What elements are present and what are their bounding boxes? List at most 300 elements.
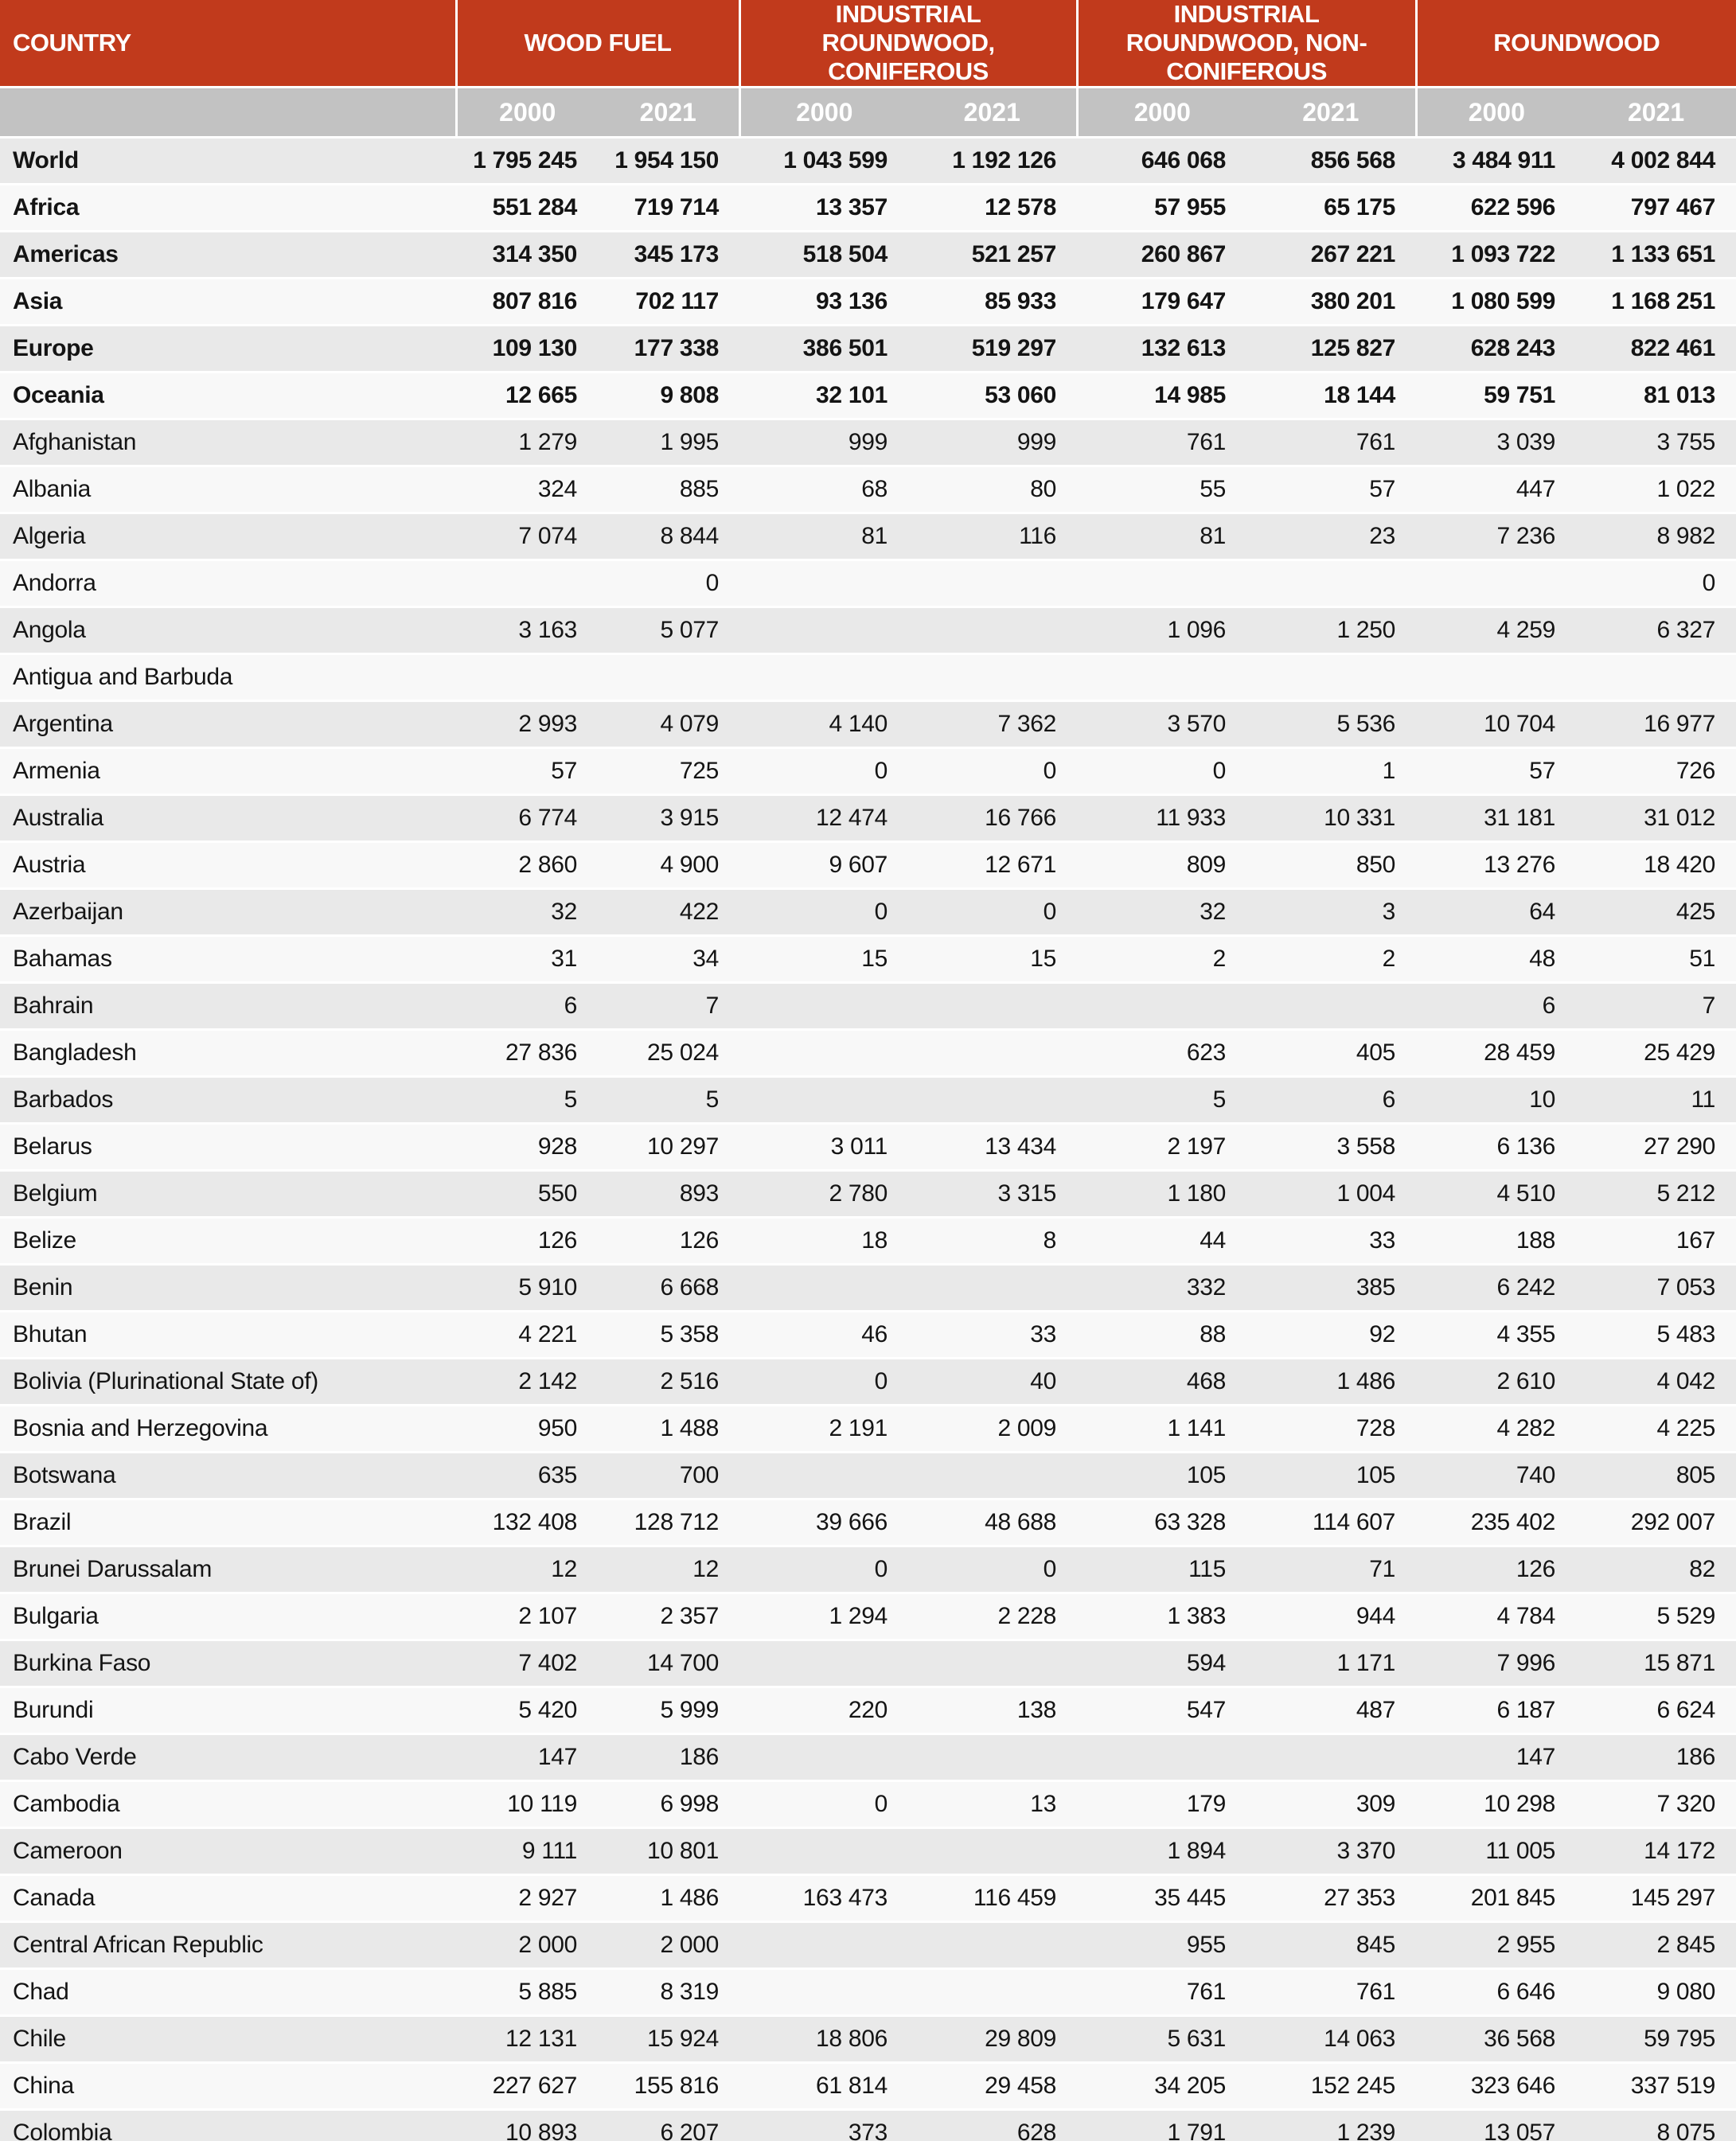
value-cell: 68	[739, 466, 908, 513]
country-cell: Bosnia and Herzegovina	[0, 1406, 456, 1453]
value-cell: 950	[456, 1406, 598, 1453]
value-cell: 1 180	[1077, 1171, 1246, 1218]
value-cell	[739, 1734, 908, 1781]
value-cell: 59 795	[1576, 2016, 1736, 2063]
table-row	[0, 326, 1736, 372]
value-cell: 34 205	[1077, 2063, 1246, 2110]
value-cell: 14 985	[1077, 372, 1246, 419]
value-cell: 57	[1246, 466, 1416, 513]
value-cell: 2 610	[1416, 1359, 1576, 1406]
value-cell: 6	[1416, 983, 1576, 1030]
value-cell	[1416, 560, 1576, 607]
value-cell: 13	[908, 1781, 1077, 1828]
value-cell: 635	[456, 1453, 598, 1499]
table-row	[0, 1969, 1736, 2016]
value-cell: 2 927	[456, 1875, 598, 1922]
value-cell: 235 402	[1416, 1499, 1576, 1546]
value-cell: 1 250	[1246, 607, 1416, 654]
value-cell	[1077, 654, 1246, 701]
value-cell: 2 191	[739, 1406, 908, 1453]
value-cell: 700	[598, 1453, 739, 1499]
value-cell	[739, 1453, 908, 1499]
country-cell: Bulgaria	[0, 1593, 456, 1640]
value-cell: 188	[1416, 1218, 1576, 1265]
value-cell: 702 117	[598, 279, 739, 326]
year-header: 2021	[598, 88, 739, 138]
value-cell: 115	[1077, 1546, 1246, 1593]
country-cell: Australia	[0, 795, 456, 842]
value-cell: 10 331	[1246, 795, 1416, 842]
value-cell: 81	[739, 513, 908, 560]
value-cell: 31	[456, 936, 598, 983]
table-row	[0, 607, 1736, 654]
value-cell: 385	[1246, 1265, 1416, 1312]
value-cell: 167	[1576, 1218, 1736, 1265]
value-cell: 2 009	[908, 1406, 1077, 1453]
value-cell: 10 297	[598, 1124, 739, 1171]
year-header: 2000	[1077, 88, 1246, 138]
table-row	[0, 2110, 1736, 2141]
table-row	[0, 1687, 1736, 1734]
value-cell: 3 484 911	[1416, 138, 1576, 185]
value-cell	[908, 1265, 1077, 1312]
value-cell: 5	[456, 1077, 598, 1124]
value-cell: 5 212	[1576, 1171, 1736, 1218]
value-cell: 719 714	[598, 185, 739, 232]
value-cell: 48	[1416, 936, 1576, 983]
value-cell: 11	[1576, 1077, 1736, 1124]
value-cell: 7 362	[908, 701, 1077, 748]
value-cell: 6 207	[598, 2110, 739, 2141]
value-cell: 10 119	[456, 1781, 598, 1828]
value-cell: 7 402	[456, 1640, 598, 1687]
value-cell: 726	[1576, 748, 1736, 795]
value-cell: 0	[908, 889, 1077, 936]
value-cell: 292 007	[1576, 1499, 1736, 1546]
country-cell: Belize	[0, 1218, 456, 1265]
value-cell: 32 101	[739, 372, 908, 419]
value-cell: 260 867	[1077, 232, 1246, 279]
value-cell	[1077, 983, 1246, 1030]
value-cell: 3 163	[456, 607, 598, 654]
country-cell: Algeria	[0, 513, 456, 560]
value-cell: 805	[1576, 1453, 1736, 1499]
value-cell	[739, 1969, 908, 2016]
value-cell: 761	[1077, 1969, 1246, 2016]
table-row	[0, 1640, 1736, 1687]
value-cell: 12 131	[456, 2016, 598, 2063]
table-row	[0, 138, 1736, 185]
country-cell: Burkina Faso	[0, 1640, 456, 1687]
value-cell: 15 924	[598, 2016, 739, 2063]
value-cell: 447	[1416, 466, 1576, 513]
value-cell: 10 298	[1416, 1781, 1576, 1828]
value-cell: 46	[739, 1312, 908, 1359]
value-cell	[1416, 654, 1576, 701]
country-cell: Burundi	[0, 1687, 456, 1734]
value-cell: 594	[1077, 1640, 1246, 1687]
value-cell: 85 933	[908, 279, 1077, 326]
value-cell: 2 860	[456, 842, 598, 889]
value-cell: 1 080 599	[1416, 279, 1576, 326]
value-cell: 6 774	[456, 795, 598, 842]
value-cell: 5 536	[1246, 701, 1416, 748]
column-group-industrial-roundwood-coniferous: INDUSTRIAL ROUNDWOOD, CONIFEROUS	[739, 0, 1077, 88]
value-cell: 4 079	[598, 701, 739, 748]
value-cell: 314 350	[456, 232, 598, 279]
year-header-spacer	[0, 88, 456, 138]
table-row	[0, 983, 1736, 1030]
value-cell: 132 613	[1077, 326, 1246, 372]
value-cell: 1 141	[1077, 1406, 1246, 1453]
table-row	[0, 1875, 1736, 1922]
year-header-row	[0, 88, 1736, 138]
value-cell: 3 755	[1576, 419, 1736, 466]
year-header: 2021	[1246, 88, 1416, 138]
country-cell: Bolivia (Plurinational State of)	[0, 1359, 456, 1406]
value-cell: 5 077	[598, 607, 739, 654]
value-cell: 11 005	[1416, 1828, 1576, 1875]
table-row	[0, 372, 1736, 419]
value-cell: 1 486	[598, 1875, 739, 1922]
value-cell	[1246, 654, 1416, 701]
value-cell: 6 624	[1576, 1687, 1736, 1734]
table-row	[0, 1734, 1736, 1781]
value-cell	[908, 560, 1077, 607]
value-cell: 1 294	[739, 1593, 908, 1640]
value-cell: 25 024	[598, 1030, 739, 1077]
value-cell: 0	[908, 748, 1077, 795]
value-cell: 31 012	[1576, 795, 1736, 842]
value-cell: 186	[1576, 1734, 1736, 1781]
value-cell: 5	[598, 1077, 739, 1124]
value-cell: 4 042	[1576, 1359, 1736, 1406]
value-cell: 71	[1246, 1546, 1416, 1593]
value-cell: 147	[456, 1734, 598, 1781]
value-cell: 53 060	[908, 372, 1077, 419]
value-cell	[1576, 654, 1736, 701]
value-cell: 3 039	[1416, 419, 1576, 466]
value-cell: 4 355	[1416, 1312, 1576, 1359]
value-cell: 337 519	[1576, 2063, 1736, 2110]
country-cell: Asia	[0, 279, 456, 326]
value-cell: 2 993	[456, 701, 598, 748]
value-cell: 12 671	[908, 842, 1077, 889]
value-cell: 29 458	[908, 2063, 1077, 2110]
table-row	[0, 279, 1736, 326]
value-cell: 309	[1246, 1781, 1416, 1828]
country-cell: Central African Republic	[0, 1922, 456, 1969]
country-cell: Africa	[0, 185, 456, 232]
value-cell: 126	[1416, 1546, 1576, 1593]
value-cell: 59 751	[1416, 372, 1576, 419]
value-cell: 227 627	[456, 2063, 598, 2110]
value-cell: 18	[739, 1218, 908, 1265]
value-cell: 0	[1576, 560, 1736, 607]
value-cell: 551 284	[456, 185, 598, 232]
table-row	[0, 1312, 1736, 1359]
value-cell: 6 668	[598, 1265, 739, 1312]
value-cell: 0	[598, 560, 739, 607]
value-cell: 32	[1077, 889, 1246, 936]
value-cell: 152 245	[1246, 2063, 1416, 2110]
value-cell: 109 130	[456, 326, 598, 372]
value-cell: 28 459	[1416, 1030, 1576, 1077]
value-cell	[908, 607, 1077, 654]
table-row	[0, 1359, 1736, 1406]
column-group-roundwood: ROUNDWOOD	[1416, 0, 1736, 88]
country-cell: Afghanistan	[0, 419, 456, 466]
table-row	[0, 1593, 1736, 1640]
value-cell: 25 429	[1576, 1030, 1736, 1077]
value-cell	[598, 654, 739, 701]
value-cell: 81 013	[1576, 372, 1736, 419]
country-cell: Barbados	[0, 1077, 456, 1124]
value-cell	[908, 1453, 1077, 1499]
value-cell: 2 197	[1077, 1124, 1246, 1171]
value-cell: 822 461	[1576, 326, 1736, 372]
value-cell: 761	[1246, 1969, 1416, 2016]
table-row	[0, 889, 1736, 936]
value-cell: 201 845	[1416, 1875, 1576, 1922]
value-cell: 628 243	[1416, 326, 1576, 372]
value-cell: 6 998	[598, 1781, 739, 1828]
value-cell: 116	[908, 513, 1077, 560]
value-cell: 0	[739, 748, 908, 795]
value-cell: 2 955	[1416, 1922, 1576, 1969]
value-cell: 2 142	[456, 1359, 598, 1406]
value-cell: 4 510	[1416, 1171, 1576, 1218]
value-cell: 5	[1077, 1077, 1246, 1124]
value-cell: 18 420	[1576, 842, 1736, 889]
value-cell: 55	[1077, 466, 1246, 513]
value-cell: 2 228	[908, 1593, 1077, 1640]
value-cell: 2	[1246, 936, 1416, 983]
value-cell: 7 320	[1576, 1781, 1736, 1828]
value-cell	[739, 983, 908, 1030]
table-header	[0, 0, 1736, 138]
value-cell: 2 357	[598, 1593, 739, 1640]
value-cell: 29 809	[908, 2016, 1077, 2063]
table-row	[0, 1828, 1736, 1875]
value-cell: 0	[739, 1781, 908, 1828]
value-cell: 547	[1077, 1687, 1246, 1734]
value-cell	[739, 1077, 908, 1124]
table-row	[0, 185, 1736, 232]
value-cell: 114 607	[1246, 1499, 1416, 1546]
country-cell: Bangladesh	[0, 1030, 456, 1077]
value-cell: 23	[1246, 513, 1416, 560]
country-cell: Canada	[0, 1875, 456, 1922]
value-cell: 332	[1077, 1265, 1246, 1312]
value-cell: 15	[908, 936, 1077, 983]
year-header: 2021	[1576, 88, 1736, 138]
value-cell: 6 187	[1416, 1687, 1576, 1734]
value-cell	[908, 1640, 1077, 1687]
value-cell: 1 791	[1077, 2110, 1246, 2141]
value-cell: 2 845	[1576, 1922, 1736, 1969]
year-header: 2021	[908, 88, 1077, 138]
value-cell: 3 558	[1246, 1124, 1416, 1171]
value-cell: 468	[1077, 1359, 1246, 1406]
value-cell: 6 242	[1416, 1265, 1576, 1312]
value-cell: 39 666	[739, 1499, 908, 1546]
value-cell: 177 338	[598, 326, 739, 372]
value-cell: 518 504	[739, 232, 908, 279]
value-cell: 623	[1077, 1030, 1246, 1077]
value-cell: 92	[1246, 1312, 1416, 1359]
value-cell: 18 806	[739, 2016, 908, 2063]
value-cell: 8 319	[598, 1969, 739, 2016]
country-cell: Cabo Verde	[0, 1734, 456, 1781]
value-cell: 622 596	[1416, 185, 1576, 232]
value-cell	[908, 1734, 1077, 1781]
value-cell: 0	[1077, 748, 1246, 795]
value-cell: 1 004	[1246, 1171, 1416, 1218]
value-cell: 550	[456, 1171, 598, 1218]
table-row	[0, 654, 1736, 701]
value-cell: 1 022	[1576, 466, 1736, 513]
value-cell: 126	[598, 1218, 739, 1265]
table-row	[0, 513, 1736, 560]
value-cell: 12 474	[739, 795, 908, 842]
value-cell	[908, 1030, 1077, 1077]
value-cell	[739, 607, 908, 654]
value-cell: 1 383	[1077, 1593, 1246, 1640]
value-cell: 5 529	[1576, 1593, 1736, 1640]
value-cell: 8 844	[598, 513, 739, 560]
value-cell: 7	[598, 983, 739, 1030]
value-cell: 5 910	[456, 1265, 598, 1312]
country-cell: Chad	[0, 1969, 456, 2016]
value-cell	[456, 560, 598, 607]
value-cell: 405	[1246, 1030, 1416, 1077]
value-cell: 27 836	[456, 1030, 598, 1077]
value-cell: 373	[739, 2110, 908, 2141]
value-cell: 18 144	[1246, 372, 1416, 419]
country-cell: Benin	[0, 1265, 456, 1312]
value-cell: 155 816	[598, 2063, 739, 2110]
value-cell: 12	[456, 1546, 598, 1593]
country-cell: Armenia	[0, 748, 456, 795]
value-cell	[739, 1030, 908, 1077]
value-cell: 33	[908, 1312, 1077, 1359]
value-cell: 5 420	[456, 1687, 598, 1734]
value-cell: 63 328	[1077, 1499, 1246, 1546]
value-cell: 725	[598, 748, 739, 795]
value-cell: 13 434	[908, 1124, 1077, 1171]
value-cell: 6 136	[1416, 1124, 1576, 1171]
value-cell: 1 096	[1077, 607, 1246, 654]
table-row	[0, 1124, 1736, 1171]
value-cell: 48 688	[908, 1499, 1077, 1546]
value-cell: 10	[1416, 1077, 1576, 1124]
column-group-industrial-roundwood-non-coniferous: INDUSTRIAL ROUNDWOOD, NON-CONIFEROUS	[1077, 0, 1416, 88]
value-cell: 186	[598, 1734, 739, 1781]
table-row	[0, 701, 1736, 748]
value-cell: 519 297	[908, 326, 1077, 372]
country-cell: Brunei Darussalam	[0, 1546, 456, 1593]
country-cell: Oceania	[0, 372, 456, 419]
value-cell: 44	[1077, 1218, 1246, 1265]
value-cell: 3 915	[598, 795, 739, 842]
value-cell: 7	[1576, 983, 1736, 1030]
value-cell: 4 259	[1416, 607, 1576, 654]
value-cell: 7 996	[1416, 1640, 1576, 1687]
value-cell: 1 168 251	[1576, 279, 1736, 326]
value-cell: 1 093 722	[1416, 232, 1576, 279]
value-cell	[1246, 560, 1416, 607]
value-cell: 3 570	[1077, 701, 1246, 748]
country-cell: Belarus	[0, 1124, 456, 1171]
value-cell: 267 221	[1246, 232, 1416, 279]
value-cell: 147	[1416, 1734, 1576, 1781]
year-header: 2000	[456, 88, 598, 138]
value-cell	[1077, 1734, 1246, 1781]
value-cell: 138	[908, 1687, 1077, 1734]
year-header: 2000	[1416, 88, 1576, 138]
value-cell: 1 192 126	[908, 138, 1077, 185]
value-cell: 82	[1576, 1546, 1736, 1593]
table-row	[0, 1218, 1736, 1265]
value-cell: 3 370	[1246, 1828, 1416, 1875]
value-cell	[739, 1922, 908, 1969]
value-cell: 4 900	[598, 842, 739, 889]
value-cell: 128 712	[598, 1499, 739, 1546]
value-cell: 57	[1416, 748, 1576, 795]
value-cell: 88	[1077, 1312, 1246, 1359]
value-cell: 646 068	[1077, 138, 1246, 185]
table-row	[0, 748, 1736, 795]
country-cell: Azerbaijan	[0, 889, 456, 936]
value-cell	[739, 1265, 908, 1312]
value-cell: 65 175	[1246, 185, 1416, 232]
country-cell: Bahamas	[0, 936, 456, 983]
value-cell: 9 111	[456, 1828, 598, 1875]
table-row	[0, 1030, 1736, 1077]
value-cell: 928	[456, 1124, 598, 1171]
value-cell: 6	[1246, 1077, 1416, 1124]
value-cell: 81	[1077, 513, 1246, 560]
value-cell: 1 954 150	[598, 138, 739, 185]
country-cell: Bhutan	[0, 1312, 456, 1359]
value-cell: 7 074	[456, 513, 598, 560]
table-row	[0, 936, 1736, 983]
value-cell: 955	[1077, 1922, 1246, 1969]
value-cell: 1 488	[598, 1406, 739, 1453]
table-row	[0, 232, 1736, 279]
value-cell: 14 700	[598, 1640, 739, 1687]
value-cell: 1 795 245	[456, 138, 598, 185]
value-cell: 2 000	[456, 1922, 598, 1969]
value-cell: 885	[598, 466, 739, 513]
country-cell: Antigua and Barbuda	[0, 654, 456, 701]
country-cell: Argentina	[0, 701, 456, 748]
value-cell: 797 467	[1576, 185, 1736, 232]
value-cell: 31 181	[1416, 795, 1576, 842]
value-cell: 13 357	[739, 185, 908, 232]
table-row	[0, 1453, 1736, 1499]
country-cell: Cameroon	[0, 1828, 456, 1875]
table-row	[0, 2063, 1736, 2110]
value-cell: 16 977	[1576, 701, 1736, 748]
value-cell: 5 631	[1077, 2016, 1246, 2063]
value-cell: 125 827	[1246, 326, 1416, 372]
value-cell: 8 982	[1576, 513, 1736, 560]
table-row	[0, 1781, 1736, 1828]
value-cell: 999	[739, 419, 908, 466]
value-cell: 5 483	[1576, 1312, 1736, 1359]
